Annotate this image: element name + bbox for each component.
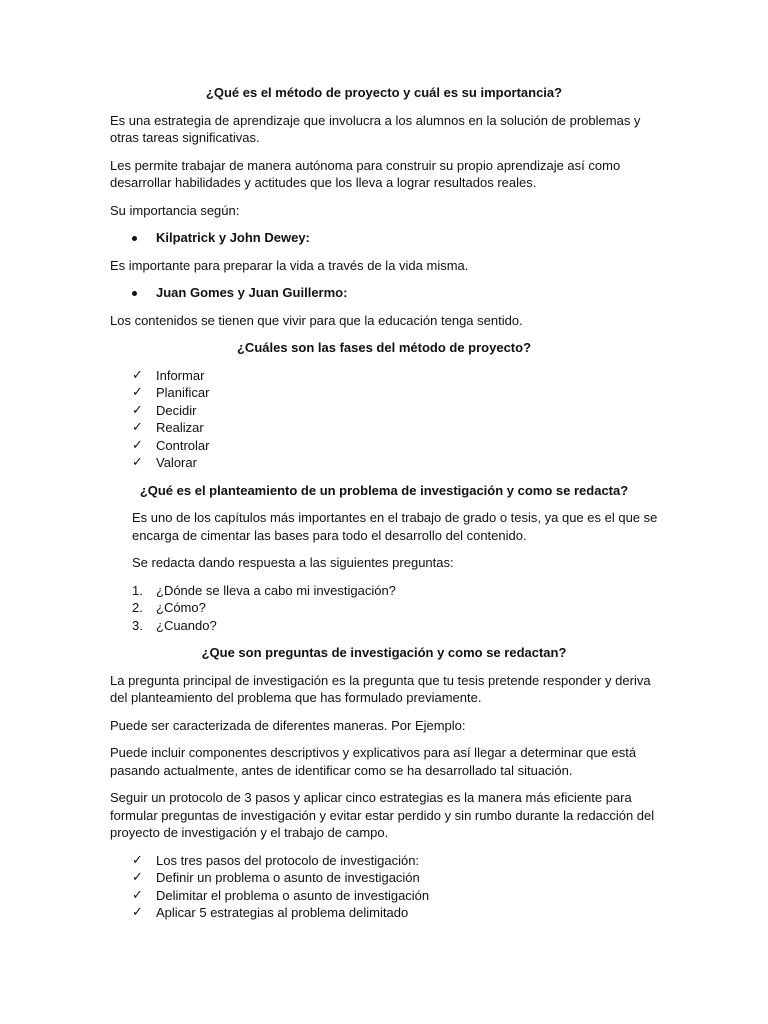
bullet-list-1 (110, 229, 658, 247)
section-3-paragraph-1: Es uno de los capítulos más importantes en el trabajo de grado o tesis, ya que es el que se encarga de cimentar las bases para todo el desarrollo del contenido. (132, 510, 658, 543)
question-label: ¿Cuando? (156, 617, 217, 633)
section-4-paragraph-2: Puede ser caracterizada de diferentes maneras. Por Ejemplo: (110, 717, 466, 733)
bullet-item-gomes (110, 284, 658, 302)
check-icon: ✓ (132, 852, 143, 868)
check-icon: ✓ (132, 870, 143, 885)
step-label: Aplicar 5 estrategias al problema delimitado (156, 905, 409, 920)
step-item (110, 869, 658, 887)
phase-label: Realizar (156, 420, 204, 435)
phase-item (110, 402, 658, 420)
step-label: Los tres pasos del protocolo de investigación: (156, 852, 420, 868)
phase-label: Informar (156, 367, 205, 383)
document-page (110, 84, 658, 932)
section-4-paragraph-1: La pregunta principal de investigación es la pregunta que tu tesis pretende responder y deriva del planteamiento del problema que has formulado previamente. (110, 672, 651, 705)
section-2-heading: ¿Cuáles son las fases del método de proyecto? (236, 340, 532, 355)
section-1-paragraph-2: Les permite trabajar de manera autónoma para construir su propio aprendizaje así como desarrollar habilidades y actitudes que los lleva a lograr resultados reales. (110, 157, 621, 190)
check-icon: ✓ (132, 887, 143, 903)
check-icon: ✓ (132, 905, 143, 920)
step-item (110, 904, 658, 922)
question-item (110, 599, 658, 617)
phase-label: Valorar (156, 455, 197, 470)
bullet-item-label: Juan Gomes y Juan Guillermo: (156, 285, 348, 300)
question-number: 2. (132, 600, 143, 615)
bullet-dot-icon (132, 236, 137, 241)
phase-label: Controlar (156, 437, 210, 453)
bullet-dot-icon (132, 291, 137, 296)
question-label: ¿Cómo? (156, 600, 206, 615)
check-icon: ✓ (132, 420, 143, 435)
section-4-heading: ¿Que son preguntas de investigación y como se redactan? (201, 645, 567, 660)
phase-item (110, 437, 658, 455)
check-icon: ✓ (132, 385, 143, 400)
step-label: Definir un problema o asunto de investigación (156, 870, 420, 885)
question-number: 1. (132, 582, 143, 598)
step-label: Delimitar el problema o asunto de investigación (156, 887, 430, 903)
steps-checklist (110, 852, 658, 922)
section-1-paragraph-5: Los contenidos se tienen que vivir para que la educación tenga sentido. (110, 312, 523, 328)
step-item (110, 887, 658, 905)
check-icon: ✓ (132, 455, 143, 470)
check-icon: ✓ (132, 367, 143, 383)
phase-label: Decidir (156, 402, 197, 418)
section-3-paragraph-2: Se redacta dando respuesta a las siguientes preguntas: (132, 555, 454, 570)
section-1-paragraph-4: Es importante para preparar la vida a través de la vida misma. (110, 257, 469, 273)
section-4-paragraph-4: Seguir un protocolo de 3 pasos y aplicar cinco estrategias es la manera más eficiente para formular preguntas de investigación y evitar estar perdido y sin rumbo durante la redacción del proyecto de investigación y el trabajo de campo. (110, 790, 655, 840)
bullet-item-kilpatrick (110, 229, 658, 247)
phase-label: Planificar (156, 385, 210, 400)
question-item (110, 582, 658, 600)
check-icon: ✓ (132, 402, 143, 418)
question-label: ¿Dónde se lleva a cabo mi investigación? (156, 582, 396, 598)
phase-item (110, 454, 658, 472)
question-number: 3. (132, 617, 143, 633)
check-icon: ✓ (132, 437, 143, 453)
section-1-paragraph-3: Su importancia según: (110, 202, 240, 218)
bullet-item-label: Kilpatrick y John Dewey: (156, 230, 310, 245)
phase-item (110, 367, 658, 385)
section-1-heading: ¿Qué es el método de proyecto y cuál es su importancia? (205, 85, 563, 100)
section-3-heading: ¿Qué es el planteamiento de un problema de investigación y como se redacta? (139, 482, 629, 498)
phases-checklist (110, 367, 658, 472)
phase-item (110, 419, 658, 437)
section-4-paragraph-3: Puede incluir componentes descriptivos y explicativos para así llegar a determinar que está pasando actualmente, antes de identificar como se ha desarrollado tal situación. (110, 745, 637, 778)
question-item (110, 617, 658, 635)
section-1-paragraph-1: Es una estrategia de aprendizaje que involucra a los alumnos en la solución de problemas y otras tareas significativas. (110, 112, 641, 145)
questions-list (110, 582, 658, 635)
bullet-list-2 (110, 284, 658, 302)
phase-item (110, 384, 658, 402)
step-item (110, 852, 658, 870)
